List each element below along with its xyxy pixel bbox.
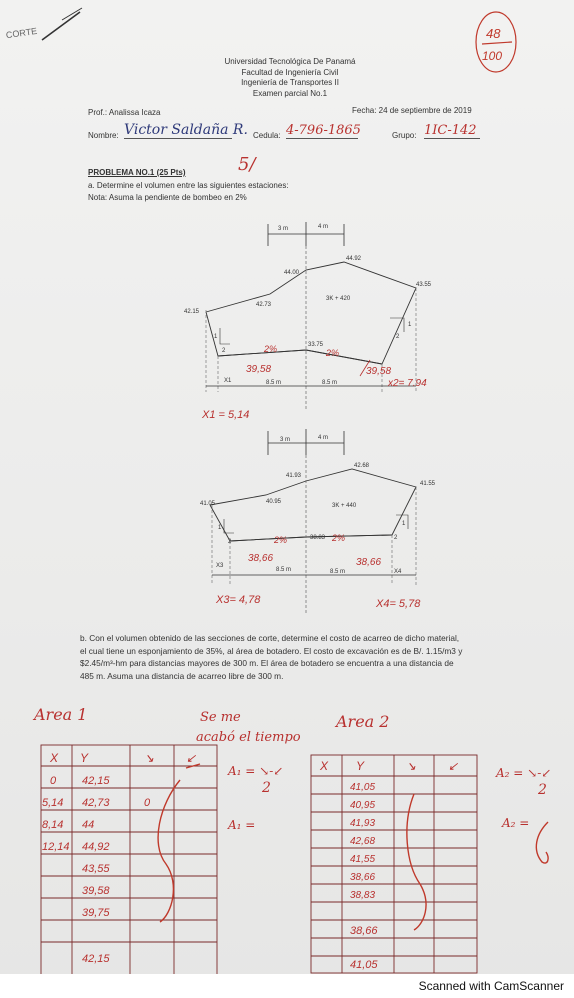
s2-slope-left-2: 2 — [228, 539, 232, 545]
coordinates-table-1 — [40, 744, 218, 980]
t1-r2-y: 42,73 — [82, 797, 110, 809]
part-b-line-1: b. Con el volumen obtenido de las secciones de corte, determine el costo de acarreo de dicho material, — [80, 633, 460, 643]
t2-header-c4: ↙ — [448, 759, 459, 773]
s1-elev-center-top: 44.92 — [346, 256, 362, 262]
formula-a2-denominator: 2 — [538, 782, 547, 798]
s1-slope-left-1: 1 — [214, 334, 218, 340]
s1-elev-left-top: 44.00 — [284, 270, 300, 276]
s1-hand-x1: X1 = 5,14 — [202, 409, 250, 421]
cedula-label: Cedula: — [253, 131, 281, 140]
area2-title: Area 2 — [336, 712, 390, 731]
formula-a1-denominator: 2 — [262, 780, 271, 796]
coordinates-table-2 — [310, 754, 478, 976]
s1-slope-right-2: 2 — [396, 334, 400, 340]
part-b-text — [80, 632, 520, 682]
s1-elev-center-bottom: 33.75 — [308, 342, 324, 348]
name-value: Victor Saldaña R. — [124, 122, 248, 138]
t2-r8-y: 38,66 — [350, 925, 378, 937]
s2-dim-85-left: 8.5 m — [276, 567, 292, 573]
part-b-line-4: 485 m. Asuma una distancia de acarreo libre de 300 m. — [80, 670, 284, 681]
red-scribble — [526, 818, 556, 868]
s2-station: 3K + 440 — [332, 503, 357, 509]
t1-r4-x: 12,14 — [42, 841, 70, 853]
s2-elev-center-top: 42.68 — [354, 463, 370, 469]
t1-header-c3: ↘ — [144, 751, 155, 765]
s2-dim-x3: X3 — [216, 563, 224, 569]
part-a-text: a. Determine el volumen entre las siguientes estaciones: — [88, 181, 289, 190]
s1-slope-right-1: 1 — [408, 322, 412, 328]
cross-section-2 — [170, 425, 470, 625]
t1-header-x: X — [50, 751, 59, 765]
name-label: Nombre: — [88, 131, 119, 140]
t1-header-c4: ↙ — [186, 751, 197, 765]
s2-slope-right-1: 1 — [402, 521, 406, 527]
s2-elev-right: 41.55 — [420, 481, 436, 487]
s1-dim-x1: X1 — [224, 378, 232, 384]
t2-r9-y: 41,05 — [350, 959, 378, 971]
s2-elev-left-top: 41.93 — [286, 473, 302, 479]
t1-header-y: Y — [80, 751, 89, 765]
part-a-note: Nota: Asuma la pendiente de bombeo en 2% — [88, 193, 247, 202]
time-note-line-2: acabó el tiempo — [196, 730, 301, 745]
s1-top-right-dim: 4 m — [318, 224, 329, 230]
t1-r4-y: 44,92 — [82, 841, 110, 853]
part-b-line-2: el cual tiene un esponjamiento de 35%, al área de botadero. El costo de excavación es de B/. 1.15/m3 y — [80, 645, 463, 656]
s1-station: 3K + 420 — [326, 296, 351, 302]
s1-dim-85-right: 8.5 m — [322, 380, 338, 386]
faculty-name: Facultad de Ingeniería Civil — [241, 67, 339, 77]
t2-r5-y: 41,55 — [350, 854, 376, 865]
formula-a2: A₂ = ↘-↙ — [496, 766, 552, 780]
scanner-watermark: Scanned with CamScanner — [418, 979, 564, 993]
s2-hand-left-bottom: 38,66 — [248, 553, 274, 564]
exam-name: Examen parcial No.1 — [252, 88, 328, 98]
t1-r9-y: 42,15 — [82, 953, 110, 965]
s2-hand-right-bottom: 38,66 — [356, 557, 382, 568]
cedula-value: 4-796-1865 — [286, 123, 361, 138]
corte-stamp-label: CORTE — [5, 25, 38, 41]
t2-header-x: X — [320, 759, 329, 773]
s1-dim-85-left: 8.5 m — [266, 380, 282, 386]
s2-top-right-dim: 4 m — [318, 435, 329, 441]
s2-pct-right: 2% — [332, 533, 346, 543]
s1-hand-left-bottom: 39,58 — [246, 364, 272, 375]
grade-total: 100 — [482, 49, 503, 63]
t2-header-y: Y — [356, 759, 365, 773]
s2-elev-left: 41.05 — [200, 501, 216, 507]
t1-r3-x: 8,14 — [42, 819, 64, 831]
t2-header-c3: ↘ — [406, 759, 417, 773]
s2-elev-left-mid: 40.95 — [266, 499, 282, 505]
area1-title: Area 1 — [34, 705, 88, 724]
t2-r4-y: 42,68 — [350, 836, 376, 847]
part-b-line-3: $2.45/m³-hm para distancias mayores de 300 m. El área de botadero se encuentra a una distancia de — [80, 658, 454, 668]
time-note-line-1: Se me — [200, 710, 241, 725]
grade-score: 48 — [486, 26, 501, 41]
s2-slope-right-2: 2 — [394, 535, 398, 541]
part-a-score: 5/ — [238, 154, 256, 175]
t1-r1-x: 0 — [50, 775, 57, 787]
formula-a1-result: A₁ = — [228, 818, 256, 832]
exam-header — [180, 57, 400, 99]
t2-r3-y: 41,93 — [350, 818, 376, 829]
s2-dim-x4: X4 — [394, 569, 402, 575]
s2-hand-x3: X3= 4,78 — [216, 594, 261, 606]
t1-r6-y: 39,58 — [82, 885, 110, 897]
cross-section-1 — [170, 210, 470, 425]
s1-elev-right: 43.55 — [416, 282, 432, 288]
group-label: Grupo: — [392, 131, 417, 140]
s1-hand-x2: x2= 7.94 — [388, 378, 427, 389]
problem-title: PROBLEMA NO.1 (25 Pts) — [88, 168, 186, 177]
t2-r6-y: 38,66 — [350, 872, 376, 883]
exam-date: Fecha: 24 de septiembre de 2019 — [352, 106, 472, 115]
s1-hand-right-bottom: 39,58 — [366, 366, 392, 377]
group-value: 1IC-142 — [424, 123, 480, 139]
s2-elev-center-bottom: 38.83 — [310, 535, 326, 541]
s1-top-left-dim: 3 m — [278, 226, 289, 232]
course-name: Ingeniería de Transportes II — [241, 78, 339, 87]
t2-r7-y: 38,83 — [350, 890, 376, 901]
t1-r2-x: 5,14 — [42, 797, 64, 809]
t2-r2-y: 40,95 — [350, 800, 376, 811]
s2-dim-85-right: 8.5 m — [330, 569, 346, 575]
s1-pct-left: 2% — [264, 344, 278, 354]
s1-elev-left-mid: 42.73 — [256, 302, 272, 308]
university-name: Universidad Tecnológica De Panamá — [224, 57, 356, 66]
s1-elev-left: 42.15 — [184, 309, 200, 315]
s2-top-left-dim: 3 m — [280, 437, 291, 443]
s2-pct-left: 2% — [274, 535, 288, 545]
s2-slope-left-1: 1 — [218, 525, 222, 531]
t1-r3-y: 44 — [82, 819, 95, 831]
t1-r7-y: 39,75 — [82, 907, 110, 919]
corte-stamp — [2, 6, 92, 46]
t1-r5-y: 43,55 — [82, 863, 110, 875]
s1-pct-right: 2% — [326, 348, 340, 358]
s2-hand-x4: X4= 5,78 — [376, 598, 421, 610]
professor-line: Prof.: Analissa Icaza — [88, 108, 161, 117]
formula-a1: A₁ = ↘-↙ — [228, 764, 284, 778]
formula-a2-result: A₂ = — [502, 816, 530, 830]
t1-r1-y: 42,15 — [82, 775, 110, 787]
s1-slope-left-2: 2 — [222, 348, 226, 354]
corte-stamp-graphic — [2, 6, 92, 46]
t2-r1-y: 41,05 — [350, 782, 376, 793]
grade-mark — [472, 8, 520, 76]
t1-r2-c3: 0 — [144, 797, 151, 809]
